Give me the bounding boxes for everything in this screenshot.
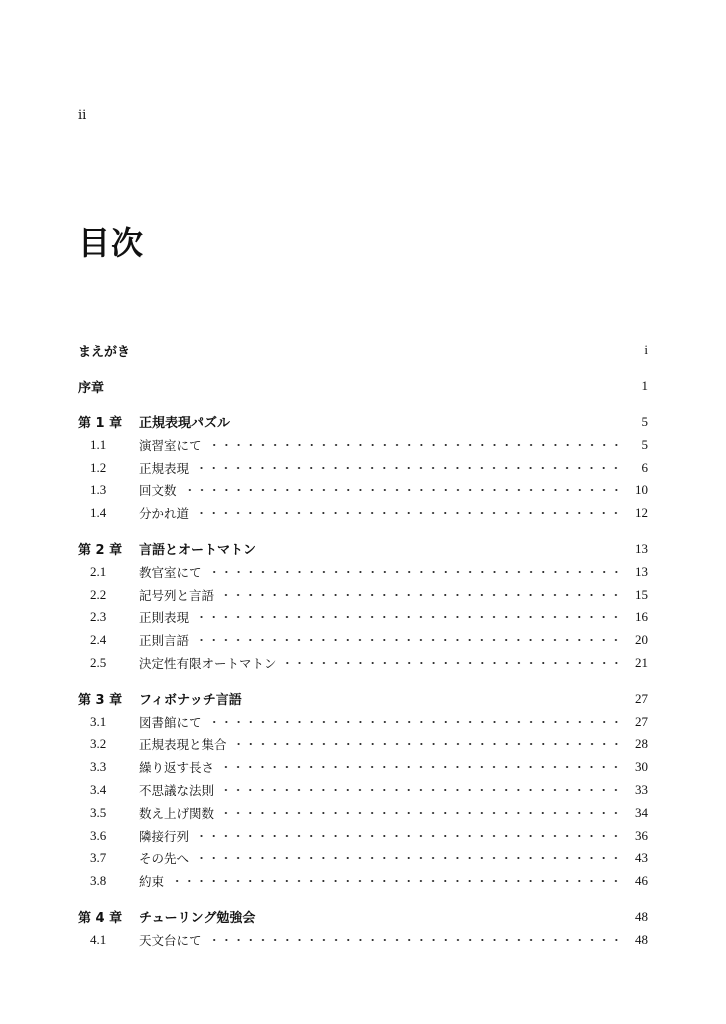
toc-section-entry[interactable] — [78, 629, 648, 652]
toc-section-entry[interactable] — [78, 847, 648, 870]
entry-number: 3.6 — [90, 827, 107, 843]
dot-leader — [195, 612, 622, 622]
toc-section-entry[interactable] — [78, 479, 648, 502]
entry-page-number: 34 — [635, 804, 648, 820]
entry-page-number: 15 — [635, 586, 648, 602]
toc-section-entry[interactable] — [78, 928, 648, 951]
dot-leader — [195, 635, 622, 645]
entry-title: 分かれ道 — [139, 506, 190, 522]
entry-number: 3.1 — [90, 713, 107, 729]
entry-number: 4.1 — [90, 931, 107, 947]
entry-page-number: 1 — [641, 378, 648, 394]
entry-title: 図書館にて — [139, 714, 202, 730]
entry-page-number: 16 — [635, 609, 648, 625]
toc-section-entry[interactable] — [78, 433, 648, 456]
toc-chapter-entry[interactable] — [78, 906, 648, 929]
toc-chapter-entry[interactable] — [78, 375, 648, 398]
dot-leader — [208, 440, 622, 450]
dot-leader — [208, 717, 622, 727]
entry-number: 2.4 — [90, 632, 107, 648]
entry-title: 隣接行列 — [139, 828, 190, 844]
toc-section-entry[interactable] — [78, 801, 648, 824]
dot-leader — [208, 567, 622, 577]
entry-number: 3.7 — [90, 850, 107, 866]
entry-number: 2.3 — [90, 609, 107, 625]
toc-section-entry[interactable] — [78, 606, 648, 629]
toc-section-entry[interactable] — [78, 456, 648, 479]
dot-leader — [195, 508, 622, 518]
dot-leader — [220, 808, 622, 818]
dot-leader — [170, 876, 622, 886]
entry-title: 正規表現パズル — [139, 416, 231, 432]
dot-leader — [220, 762, 622, 772]
entry-title: 序章 — [78, 380, 105, 396]
entry-title: その先へ — [139, 851, 190, 867]
entry-title: 繰り返す長さ — [139, 760, 215, 776]
entry-number: 第 2 章 — [78, 543, 123, 559]
entry-title: 演習室にて — [139, 437, 202, 453]
entry-page-number: 48 — [635, 908, 648, 924]
entry-page-number: 28 — [635, 736, 648, 752]
entry-page-number: 48 — [635, 931, 648, 947]
entry-title: 正規表現と集合 — [139, 737, 227, 753]
dot-leader — [283, 658, 622, 668]
dot-leader — [195, 853, 622, 863]
toc-section-entry[interactable] — [78, 733, 648, 756]
toc-section-entry[interactable] — [78, 560, 648, 583]
entry-title: 回文数 — [139, 483, 177, 499]
dot-leader — [220, 590, 622, 600]
entry-page-number: 46 — [635, 873, 648, 889]
entry-page-number: i — [644, 342, 648, 358]
entry-page-number: 6 — [641, 459, 648, 475]
toc-section-entry[interactable] — [78, 824, 648, 847]
entry-title: 天文台にて — [139, 932, 202, 948]
entry-page-number: 36 — [635, 827, 648, 843]
dot-leader — [233, 739, 622, 749]
entry-number: 3.5 — [90, 804, 107, 820]
entry-page-number: 13 — [635, 563, 648, 579]
dot-leader — [195, 831, 622, 841]
toc-section-entry[interactable] — [78, 756, 648, 779]
entry-number: 2.5 — [90, 654, 107, 670]
dot-leader — [208, 935, 622, 945]
entry-title: 正則表現 — [139, 610, 190, 626]
toc-chapter-entry[interactable] — [78, 411, 648, 434]
toc-section-entry[interactable] — [78, 710, 648, 733]
entry-title: 記号列と言語 — [139, 587, 215, 603]
entry-title: 正規表現 — [139, 460, 190, 476]
toc-section-entry[interactable] — [78, 652, 648, 675]
entry-number: 3.8 — [90, 873, 107, 889]
entry-title: フィボナッチ言語 — [139, 693, 242, 709]
entry-title: 不思議な法則 — [139, 782, 215, 798]
entry-title: まえがき — [78, 344, 131, 360]
entry-title: 言語とオートマトン — [139, 543, 257, 559]
entry-title: 数え上げ関数 — [139, 805, 215, 821]
entry-page-number: 13 — [635, 540, 648, 556]
toc-section-entry[interactable] — [78, 870, 648, 893]
entry-page-number: 27 — [635, 713, 648, 729]
entry-page-number: 27 — [635, 690, 648, 706]
entry-number: 1.3 — [90, 482, 107, 498]
toc-chapter-entry[interactable] — [78, 538, 648, 561]
entry-title: 正則言語 — [139, 633, 190, 649]
entry-title: 決定性有限オートマトン — [139, 655, 277, 671]
entry-number: 1.2 — [90, 459, 107, 475]
entry-number: 3.4 — [90, 781, 107, 797]
entry-page-number: 10 — [635, 482, 648, 498]
entry-page-number: 43 — [635, 850, 648, 866]
entry-number: 2.2 — [90, 586, 107, 602]
entry-title: 教官室にて — [139, 564, 202, 580]
toc-chapter-entry[interactable] — [78, 339, 648, 362]
entry-title: 約束 — [139, 874, 165, 890]
entry-title: チューリング勉強会 — [139, 911, 256, 927]
entry-page-number: 33 — [635, 781, 648, 797]
entry-number: 3.3 — [90, 759, 107, 775]
toc-section-entry[interactable] — [78, 583, 648, 606]
table-of-contents — [78, 339, 648, 951]
page-folio: ii — [78, 108, 87, 123]
entry-page-number: 21 — [635, 654, 648, 670]
toc-section-entry[interactable] — [78, 502, 648, 525]
toc-section-entry[interactable] — [78, 779, 648, 802]
toc-chapter-entry[interactable] — [78, 687, 648, 710]
entry-number: 1.4 — [90, 505, 107, 521]
dot-leader — [220, 785, 622, 795]
entry-page-number: 5 — [641, 413, 648, 429]
entry-number: 第 4 章 — [78, 911, 123, 927]
entry-page-number: 30 — [635, 759, 648, 775]
dot-leader — [195, 463, 622, 473]
entry-page-number: 20 — [635, 632, 648, 648]
entry-number: 2.1 — [90, 563, 107, 579]
entry-number: 1.1 — [90, 436, 107, 452]
entry-number: 第 3 章 — [78, 693, 123, 709]
entry-page-number: 5 — [641, 436, 648, 452]
entry-number: 第 1 章 — [78, 416, 123, 432]
entry-page-number: 12 — [635, 505, 648, 521]
page-title: 目次 — [78, 224, 145, 262]
entry-number: 3.2 — [90, 736, 107, 752]
dot-leader — [183, 485, 622, 495]
